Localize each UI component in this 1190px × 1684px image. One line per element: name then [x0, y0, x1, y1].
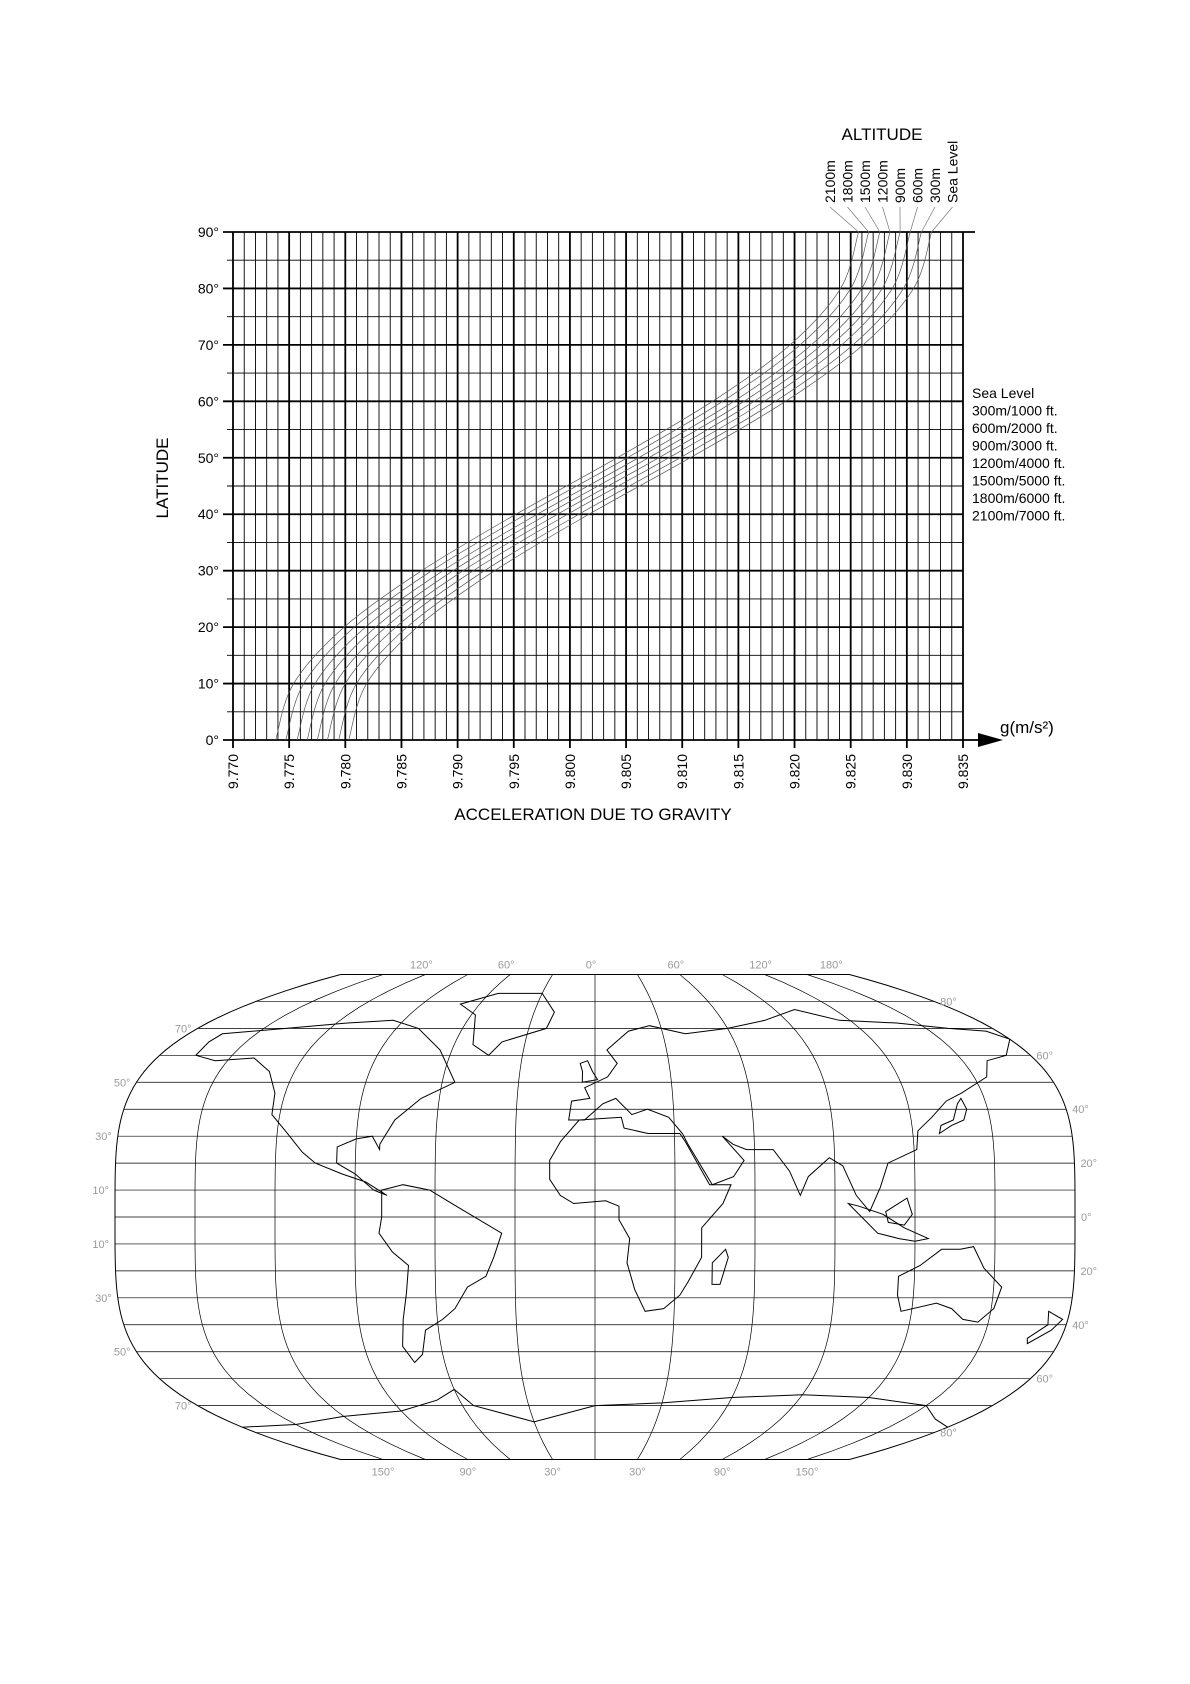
landmass-greenland [460, 993, 554, 1055]
altitude-curve-label: 2100m [822, 160, 838, 203]
longitude-label-top: 120° [410, 959, 433, 972]
altitude-curve-labels [822, 141, 961, 232]
altitude-curve-label: Sea Level [944, 140, 961, 203]
longitude-label-top: 60° [667, 959, 685, 972]
y-tick-label: 30° [197, 562, 219, 579]
tick-labels [198, 224, 971, 789]
altitude-curve-label: 1800m [839, 160, 856, 203]
latitude-label-right: 40° [1072, 1319, 1089, 1332]
x-tick-label: 9.800 [561, 754, 578, 790]
y-tick-label: 60° [197, 393, 219, 410]
latitude-label-right: 20° [1080, 1265, 1098, 1278]
legend-entry: 300m/1000 ft. [972, 402, 1058, 419]
landmass-new-zealand [1027, 1311, 1062, 1343]
landmass-south-america [379, 1185, 502, 1363]
landmass-north-america [196, 1020, 455, 1195]
altitude-leader-line [883, 207, 891, 232]
legend-entry: 2100m/7000 ft. [972, 507, 1066, 524]
legend-entry: 600m/2000 ft. [972, 420, 1058, 436]
latitude-label-left: 50° [113, 1077, 131, 1090]
x-tick-label: 9.810 [674, 754, 691, 790]
landmass-africa [550, 1117, 731, 1311]
longitude-label-top: 180° [819, 959, 843, 972]
latitude-label-left: 30° [95, 1131, 112, 1144]
longitude-label-bottom: 90° [459, 1466, 477, 1479]
longitude-label-top: 60° [497, 959, 515, 972]
latitude-label-right: 80° [940, 996, 957, 1009]
y-tick-label: 90° [197, 224, 219, 240]
world-map [0, 959, 1190, 1500]
longitude-label-bottom: 150° [371, 1466, 395, 1479]
y-tick-label: 50° [197, 449, 219, 466]
x-tick-label: 9.785 [393, 754, 410, 790]
x-tick-label: 9.820 [786, 754, 803, 790]
altitude-leader-line [910, 207, 917, 232]
landmass-eurasia [569, 1010, 1010, 1212]
map-landmasses [196, 993, 1063, 1427]
legend-entry: 1800m/6000 ft. [972, 490, 1066, 506]
chart-grid [223, 232, 1003, 748]
y-tick-label: 70° [197, 336, 219, 353]
x-axis-label: ACCELERATION DUE TO GRAVITY [454, 805, 732, 824]
altitude-leader-line [921, 207, 935, 232]
longitude-label-bottom: 30° [629, 1466, 646, 1479]
x-tick-label: 9.805 [618, 754, 635, 790]
latitude-label-right: 0° [1081, 1212, 1092, 1224]
latitude-label-right: 40° [1072, 1104, 1089, 1117]
y-tick-label: 20° [197, 619, 219, 636]
longitude-label-bottom: 90° [713, 1466, 731, 1479]
y-tick-label: 80° [197, 280, 219, 297]
latitude-label-right: 60° [1036, 1373, 1054, 1386]
x-tick-label: 9.780 [337, 754, 354, 790]
altitude-curve-label: 600m [909, 167, 926, 203]
map-graticule [115, 975, 1075, 1460]
x-tick-label: 9.835 [955, 754, 971, 790]
altitude-curve-label: 1200m [874, 160, 891, 203]
y-axis-label: LATITUDE [153, 437, 172, 519]
altitude-curve-label: 900m [892, 167, 908, 203]
longitude-label-top: 120° [749, 959, 772, 972]
y-tick-label: 40° [197, 506, 219, 523]
altitude-leader-line [830, 207, 859, 232]
longitude-label-bottom: 150° [795, 1466, 819, 1479]
y-tick-label: 0° [205, 732, 219, 748]
y-tick-label: 10° [197, 675, 219, 692]
x-tick-label: 9.795 [505, 754, 522, 790]
altitude-leader-line [848, 207, 869, 232]
x-tick-label: 9.790 [449, 754, 466, 790]
landmass-borneo [886, 1198, 913, 1225]
altitude-leader-line [865, 207, 880, 232]
legend-entry: 1200m/4000 ft. [972, 455, 1066, 471]
latitude-label-left: 70° [174, 1400, 192, 1413]
latitude-label-right: 80° [940, 1427, 957, 1440]
latitude-label-left: 10° [92, 1238, 110, 1251]
altitude-curve-label: 300m [927, 167, 943, 203]
x-tick-label: 9.815 [730, 754, 747, 790]
latitude-label-right: 20° [1080, 1158, 1098, 1171]
legend-entry: 1500m/5000 ft. [972, 472, 1066, 489]
latitude-label-left: 30° [95, 1292, 112, 1305]
latitude-label-right: 60° [1036, 1050, 1054, 1063]
x-tick-label: 9.830 [898, 754, 915, 790]
legend-entry: 900m/3000 ft. [972, 437, 1058, 454]
longitude-label-bottom: 30° [544, 1466, 561, 1479]
latitude-label-left: 10° [92, 1185, 110, 1198]
altitude-legend [972, 385, 1065, 524]
altitude-curve-label: 1500m [857, 160, 873, 203]
landmass-australia [898, 1247, 1002, 1323]
x-axis-unit-label: g(m/s²) [1000, 718, 1054, 737]
latitude-label-left: 50° [113, 1346, 131, 1359]
landmass-madagascar [712, 1249, 728, 1284]
altitude-leader-line [932, 207, 953, 232]
legend-entry: Sea Level [972, 385, 1035, 401]
latitude-label-left: 70° [174, 1023, 192, 1036]
x-tick-label: 9.770 [225, 754, 241, 790]
x-tick-label: 9.825 [842, 754, 859, 790]
altitude-title: ALTITUDE [841, 125, 923, 144]
longitude-label-top: 0° [585, 959, 597, 972]
x-tick-label: 9.775 [281, 754, 298, 790]
